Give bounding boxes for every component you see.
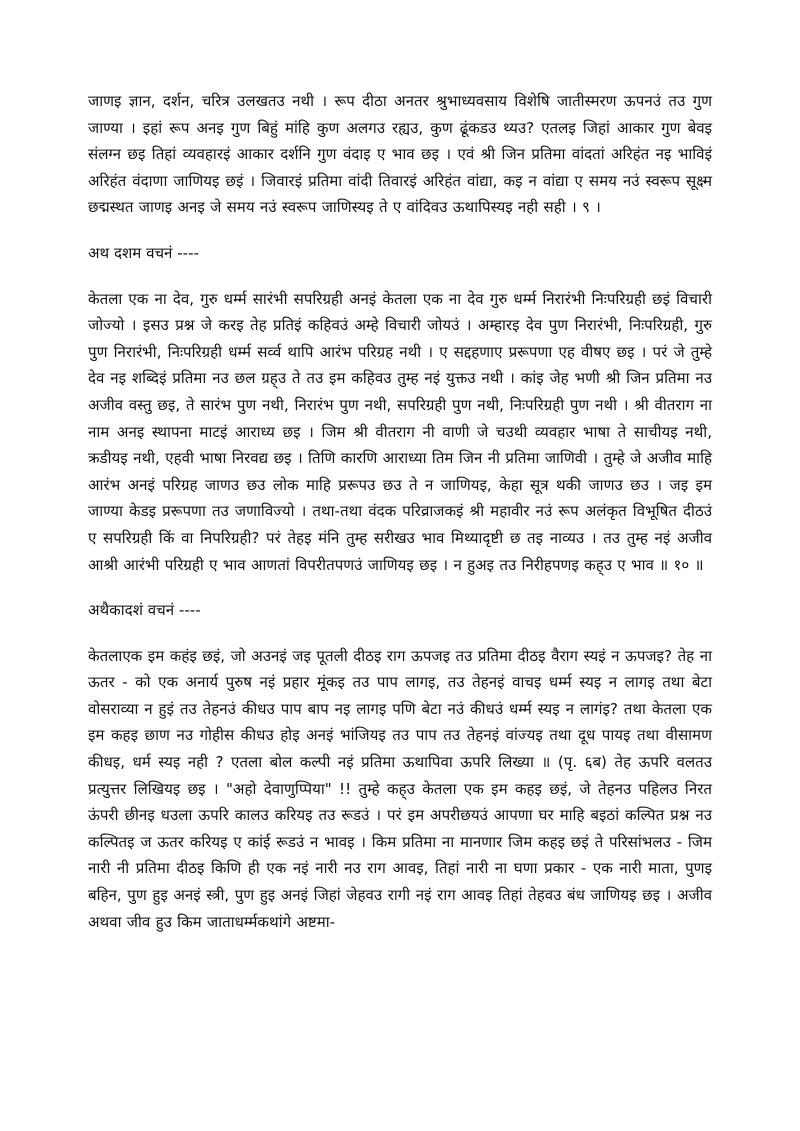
spacer (88, 221, 712, 240)
section-heading-dasham-vachan: अथ दशम वचनं ---- (88, 243, 200, 262)
paragraph-ekadash-vachan-body: केतलाएक इम कहंइ छइं, जो अउनइं जइ पूतली दीठइ राग ऊपजइ तउ प्रतिमा दीठइ वैराग स्यइं न ऊपजइ? तेह ना ऊतर - को एक अनार्य पुरुष नइं प्रहार मूंकइ तउ पाप लागइ, तउ तेहनइं वाचइ धर्म्म स्यइ न लागइ तथा बेटा वोसराव्या न हुइं तउ तेहनउं कीधउ पाप बाप नइ लागइ पणि बेटा नउं कीधउं धर्म्म स्यइ न लागंइ? तथा केतला एक इम कहइ छाण नउ गोहीस कीधउ होइ अनइं भांजियइ तउ पाप तउ तेहनइं वांज्यइ तथा दूध पायइ तथा वीसामण कीधइ, धर्म स्यइ नही ? एतला बोल कल्पी नइं प्रतिमा ऊथापिवा ऊपरि लिख्या ॥ (पृ. ६ब) तेह ऊपरि वलतउ प्रत्युत्तर लिखियइ छइ । "अहो देवाणुप्पिया" !! तुम्हे कह्उ केतला एक इम कहइ छइं, जे तेहनउ पहिलउ निरत ऊंपरी छीनइ धउला ऊपरि कालउ करियइ तउ रूडउं । परं इम अपरीछयउं आपणा घर माहि बइठां कल्पित प्रश्न नउ कल्पितइ ज ऊतर करियइ ए कांई रूडउं न भावइ । किम प्रतिमा ना मानणार जिम कहइ छइं ते परिसांभलउ - जिम नारी नी प्रतिमा दीठइ किणि ही एक नइं नारी नउ राग आवइ, तिहां नारी ना घणा प्रकार - एक नारी माता, पुणइ बहिन, पुण हुइ अनइं स्त्री, पुण हुइ अनइं जिहां जेहवउ रागी नइं राग आवइ तिहां तेहवउ बंध जाणियइ छइ । अजीव अथवा जीव हुउ किम जाताधर्म्मकथांगे अष्टमा- (88, 646, 712, 931)
spacer (88, 578, 712, 597)
spacer (88, 624, 712, 643)
section-heading-ekadash-vachan: अथैकादशं वचनं ---- (88, 601, 201, 620)
spacer (88, 267, 712, 286)
paragraph-ninth-vachan-conclusion: जाणइ ज्ञान, दर्शन, चरित्र उलखतउ नथी । रूप दीठा अनतर श्रुभाध्यवसाय विशेषि जातीस्मरण ऊपनउं तउ गुण जाण्या । इहां रूप अनइ गुण बिहुं मांहि कुण अलगउ रह्यउ, कुण ढूंकडउ थ्यउ? एतलइ जिहां आकार गुण बेवइ संलग्न छइ तिहां व्यवहारइं आकार दर्शनि गुण वंदाइ ए भाव छइ । एवं श्री जिन प्रतिमा वांदतां अरिहंत नइ भाविइं अरिहंत वंदाणा जाणियइ छइं । जिवारइं प्रतिमा वांदी तिवारइं अरिहंत वांद्या, कइ न वांद्या ए समय नउं स्वरूप सूक्ष्म छद्मस्थत जाणइ अनइ जे समय नउं स्वरूप जाणिस्यइ ते ए वांदिवउ ऊथापिस्यइ नही सही । ९ । (88, 92, 712, 217)
paragraph-dasham-vachan-body: केतला एक ना देव, गुरु धर्म्म सारंभी सपरिग्रही अनइं केतला एक ना देव गुरु धर्म्म निरारंभी निःपरिग्रही छइं विचारी जोज्यो । इसउ प्रश्न जे करइ तेह प्रतिइं कहिवउं अम्हे विचारी जोयउं । अम्हारइ देव पुण निरारंभी, निःपरिग्रही, गुरु पुण निरारंभी, निःपरिग्रही धर्म्म सर्व्व थापि आरंभ परिग्रह नथी । ए सद्दहणाए प्ररूपणा एह वीषए छइ । परं जे तुम्हे देव नइ शब्दिइं प्रतिमा नउ छल ग्रह्उ ते तउ इम कहिवउ तुम्ह नइं युक्तउ नथी । कांइ जेह भणी श्री जिन प्रतिमा नउ अजीव वस्तु छइ, ते सारंभ पुण नथी, निरारंभ पुण नथी, सपरिग्रही पुण नथी, निःपरिग्रही पुण नथी । श्री वीतराग ना नाम अनइ स्थापना माटइं आराध्य छइ । जिम श्री वीतराग नी वाणी जे चउथी व्यवहार भाषा ते साचीयइ नथी, क्रडीयइ नथी, एहवी भाषा निरवद्य छइ । तिणि कारणि आराध्या तिम जिन नी प्रतिमा जाणिवी । तुम्हे जे अजीव माहि आरंभ अनइं परिग्रह जाणउ छउ लोक माहि प्ररूपउ छउ ते न जाणियइ, केहा सूत्र थकी जाणउ छउ । जइ इम जाण्या केडइ प्ररूपणा तउ जणाविज्यो । तथा-तथा वंदक परिव्राजकइं श्री महावीर नउं रूप अलंकृत विभूषित दीठउं ए सपरिग्रही किं वा निपरिग्रही? परं तेहइ मंनि तुम्ह सरीखउ भाव मिथ्यादृष्टी छ तइ नाव्यउ । तउ तुम्ह नइं अजीव आश्री आरंभी परिग्रही ए भाव आणतां विपरीतपणउं जाणियइ छइ । न हुअइ तउ निरीहपणइ कह्उ ए भाव ॥ १० ॥ (88, 289, 712, 574)
page-text-block (88, 88, 712, 935)
